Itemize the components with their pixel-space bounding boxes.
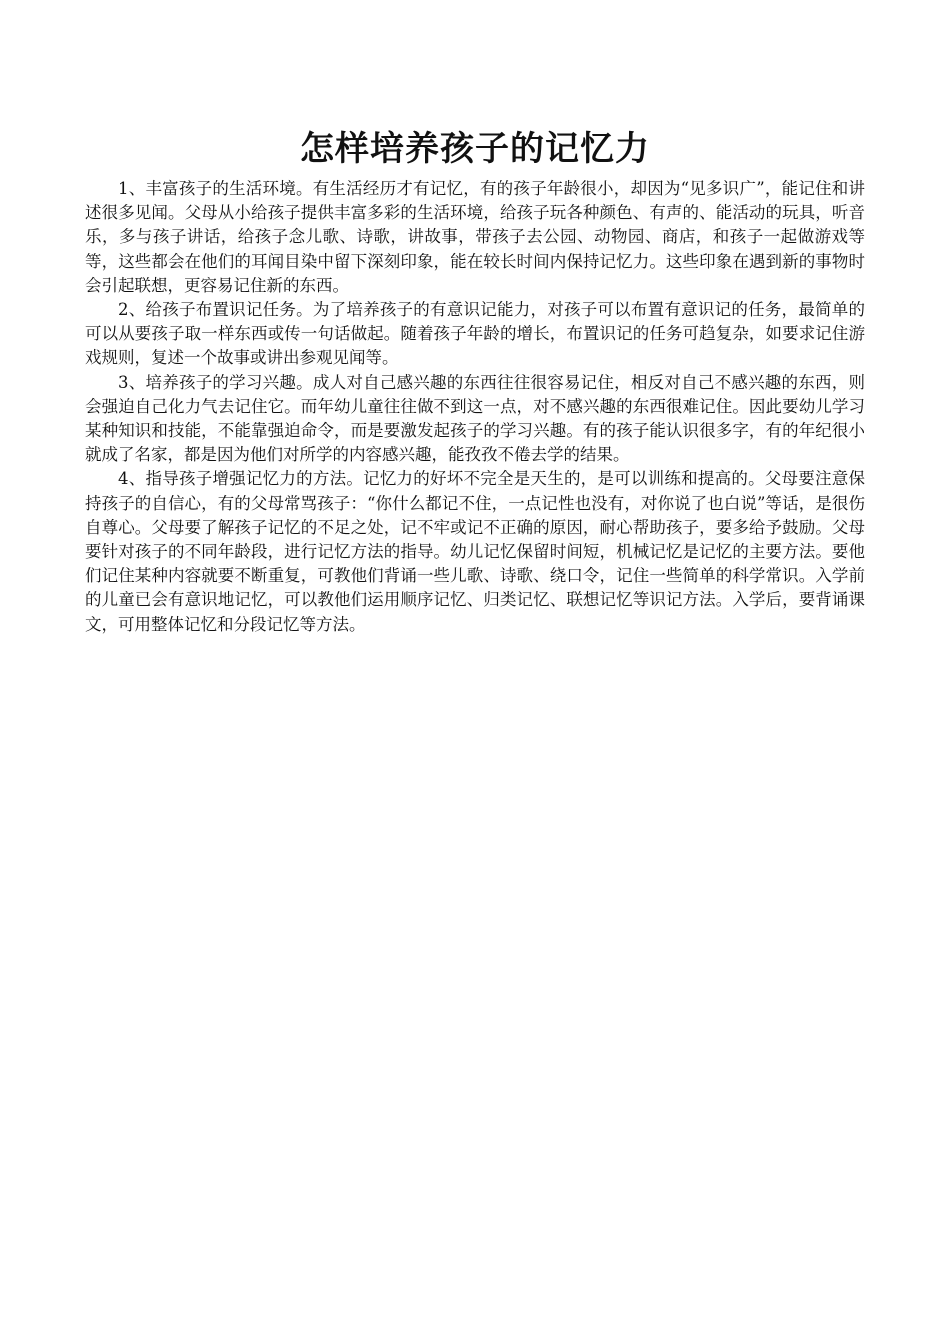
- document-page: [85, 125, 865, 637]
- page-title: 怎样培养孩子的记忆力: [300, 129, 650, 169]
- paragraph-1: 1、丰富孩子的生活环境。有生活经历才有记忆，有的孩子年龄很小，却因为“见多识广”，能记住和讲述很多见闻。父母从小给孩子提供丰富多彩的生活环境，给孩子玩各种颜色、有声的、能活动的玩具，听音乐，多与孩子讲话，给孩子念儿歌、诗歌，讲故事，带孩子去公园、动物园、商店，和孩子一起做游戏等等，这些都会在他们的耳闻目染中留下深刻印象，能在较长时间内保持记忆力。这些印象在遇到新的事物时会引起联想，更容易记住新的东西。: [85, 179, 865, 295]
- paragraph-4: 4、指导孩子增强记忆力的方法。记忆力的好坏不完全是天生的，是可以训练和提高的。父母要注意保持孩子的自信心，有的父母常骂孩子：“你什么都记不住，一点记性也没有，对你说了也白说”等话，是很伤自尊心。父母要了解孩子记忆的不足之处，记不牢或记不正确的原因，耐心帮助孩子，要多给予鼓励。父母要针对孩子的不同年龄段，进行记忆方法的指导。幼儿记忆保留时间短，机械记忆是记忆的主要方法。要他们记住某种内容就要不断重复，可教他们背诵一些儿歌、诗歌、绕口令，记住一些简单的科学常识。入学前的儿童已会有意识地记忆，可以教他们运用顺序记忆、归类记忆、联想记忆等识记方法。入学后，要背诵课文，可用整体记忆和分段记忆等方法。: [85, 469, 865, 634]
- paragraph-2: 2、给孩子布置识记任务。为了培养孩子的有意识记能力，对孩子可以布置有意识记的任务，最简单的可以从要孩子取一样东西或传一句话做起。随着孩子年龄的增长，布置识记的任务可趋复杂，如要求记住游戏规则，复述一个故事或讲出参观见闻等。: [85, 300, 865, 368]
- paragraph-3: 3、培养孩子的学习兴趣。成人对自己感兴趣的东西往往很容易记住，相反对自己不感兴趣的东西，则会强迫自己化力气去记住它。而年幼儿童往往做不到这一点，对不感兴趣的东西很难记住。因此要幼儿学习某种知识和技能，不能靠强迫命令，而是要激发起孩子的学习兴趣。有的孩子能认识很多字，有的年纪很小就成了名家，都是因为他们对所学的内容感兴趣，能孜孜不倦去学的结果。: [85, 372, 865, 465]
